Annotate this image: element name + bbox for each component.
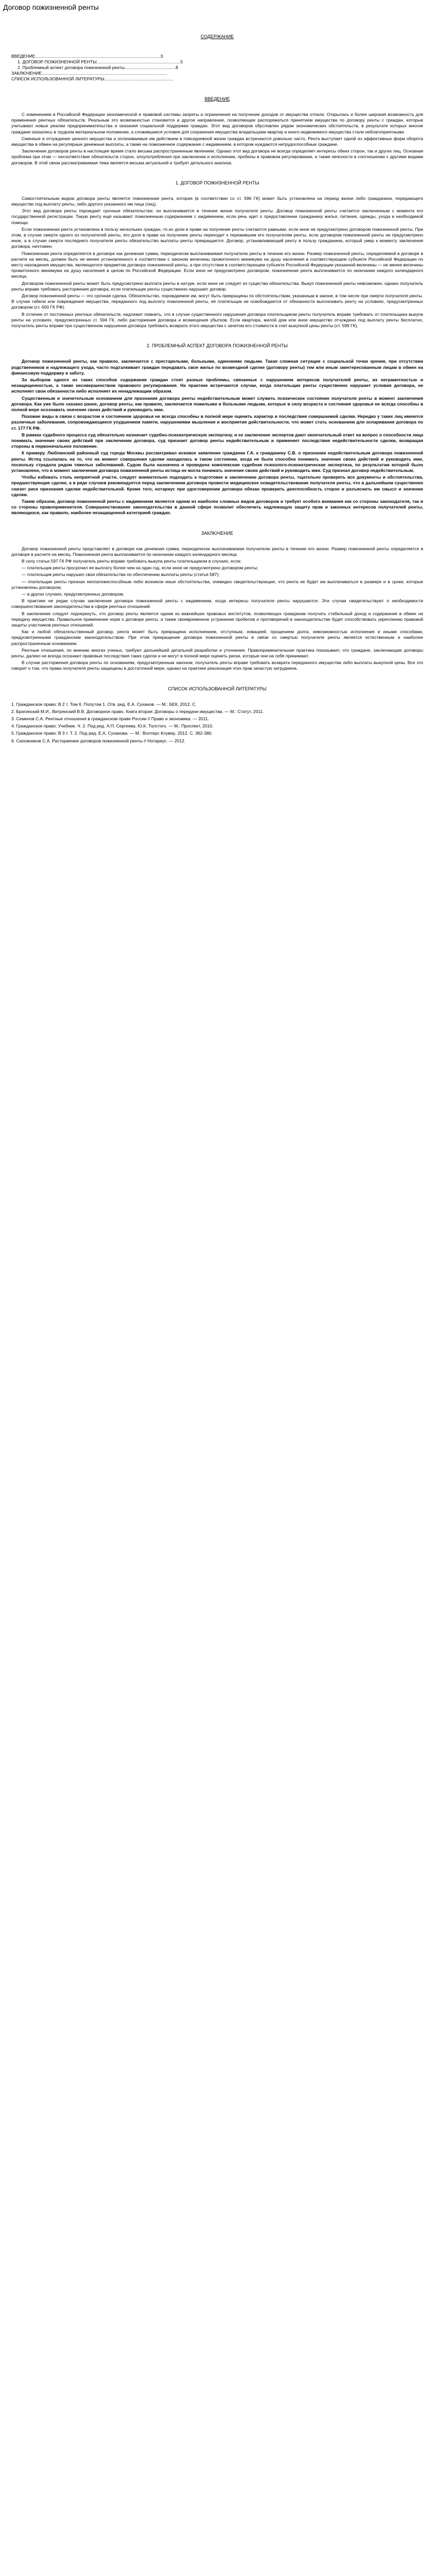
document-title: Договор пожизненной ренты [3,3,99,11]
paragraph: Договор пожизненной ренты — это срочная сделка. Обязательство, порождаемое им, могут быть прекращены по обстоятельствам, указанным в законе, в том числе при смерти получателя ренты. В случае гибели или повреждения имущества, переданного под выплату пожизненной ренты, её плательщик не освобождается от обязанности выплачивать ренту на условиях, предусмотренных договором (ст. 600 ГК РФ). [11,293,423,310]
paragraph: В отличие от постоянных рентных обязательств, надлежит помнить, что в случае существенного нарушения договора плательщиком ренты получатель вправе требовать от плательщика выкупа ренты на условиях, предусмотренных ст. 594 ГК, либо расторжения договора и возмещения убытков. Если квартира, жилой дом или иное имущество отчуждено под выплату ренты бесплатно, получатель ренты вправе при существенном нарушении договора требовать возврата этого имущества с зачетом его стоимости в счет выкупной цены ренты (ст. 599 ГК). [11,311,423,329]
paragraph: С изменением в Российской Федерации экономической и правовой системы запреты и ограничения на получение доходов от имущества отпали. Открылась и более широкая возможность для применения рентных обязательств. Реальным это возможностью становится и другое направление, позволяющее распоряжаться принятием имущества по договору ренты с граждан, которые учитывают новые реалии предпринимательства и оказания социальной поддержки граждан. Этот вид договоров обусловлен рядом экономических обстоятельств, в результате которых многие граждане оказались в трудном материальном положении, а сложившиеся условия для сохранения имущества владельцами квартир и иного недвижимого имущества стали неблагоприятными. [11,112,423,134]
section [11,96,423,166]
paragraph: Как и любой обязательственный договор, рента может быть прекращена исполнением, отступным, новацией, прощением долга, невозможностью исполнения и иными способами, предусмотренными гражданским законодательством. При этом прекращение договора пожизненной ренты в связи со смертью получателя ренты является естественным и наиболее распространенным основанием. [11,629,423,646]
toc-entry[interactable]: 1. ДОГОВОР ПОЖИЗНЕННОЙ РЕНТЫ.....................................................................5 [18,59,183,64]
section-heading: 1. ДОГОВОР ПОЖИЗНЕННОЙ РЕНТЫ [175,180,259,185]
paragraph: Чтобы избежать столь неприятной участи, следует внимательно подходить к подготовке и заключению договора ренты, тщательно проверять все документы и обстоятельства, предшествующие сделке, а в ряде случаев рекомендуется перед заключением договора провести медицинское освидетельствование получателя ренты, что в дальнейшем существенно снизит риск признания сделки недействительной. Кроме того, нотариус при удостоверении договора обязан проверить дееспособность сторон и разъяснить им смысл и значение сделки. [11,474,423,497]
document-body [11,96,423,744]
paragraph: Если пожизненная рента установлена в пользу нескольких граждан, то их доли в праве на получение ренты считаются равными, если иное не предусмотрено договором пожизненной ренты. При этом, в случае смерти одного из получателей ренты, его доля в праве на получение ренты переходит к пережившим его получателям ренты, если договором пожизненной ренты не предусмотрено иное, а в случае смерти последнего получателя ренты обязательство выплаты ренты прекращается. Договор, устанавливающий ренту в пользу гражданина, который умер к моменту заключения договора, ничтожен. [11,226,423,249]
document-page [11,34,423,745]
paragraph: — плательщик ренты признан неплатежеспособным либо возникли иные обстоятельства, очевидно свидетельствующие, что рента не будет им выплачиваться в размере и в сроки, которые установлены договором; [11,579,423,590]
section [11,180,423,329]
toc-entry[interactable]: ЗАКЛЮЧЕНИЕ....................................................................................................... [11,71,167,76]
paragraph: Пожизненная рента определяется в договоре как денежная сумма, периодически выплачиваемая получателю ренты в течение его жизни. Размер пожизненной ренты, определяемой в договоре в расчете на месяц, должен быть не менее установленного в соответствии с законом величины прожиточного минимума на душу населения в соответствующем субъекте Российской Федерации по месту нахождения имущества, являющегося предметом договора пожизненной ренты, а при отсутствии в соответствующем субъекте Российской Федерации указанной величины — не менее величины прожиточного минимума на душу населения в целом по Российской Федерации. Если иное не предусмотрено договором, пожизненная рента выплачивается по окончании каждого календарного месяца. [11,250,423,279]
section [11,531,423,672]
section-heading: ЗАКЛЮЧЕНИЕ [201,530,234,536]
section [11,686,423,744]
paragraph: Самостоятельным видом договора ренты является пожизненная рента, которая (в соответствии со ст. 596 ГК) может быть установлена на период жизни либо гражданина, передающего имущество под выплату ренты, либо другого указанного им лица (лиц). [11,195,423,207]
paragraph: В случае расторжения договора ренты по основаниям, предусмотренным законом, получатель ренты вправе требовать возврата переданного имущества либо выплаты выкупной цены. Все это говорит о том, что права получателя ренты защищены в достаточной мере, однако на практике реализация этих прав зачастую затруднена. [11,660,423,671]
table-of-contents [11,54,423,82]
paragraph: — плательщик ренты просрочил ее выплату более чем на один год, если иное не предусмотрено договором ренты; [22,565,258,571]
reference-item: 4. Гражданское право: Учебник. Ч. 2. Под ред. А.П. Сергеева, Ю.К. Толстого. — М.: Проспект, 2010. [11,723,214,729]
reference-item: 6. Сапожников С.А. Расторжение договоров пожизненной ренты // Нотариус. — 2012. [11,738,186,743]
paragraph: Сменные и отчуждение ценного имущества и оплачиваемые им действием в повседневной жизни граждан встречаются довольно часто. Рента выступает одной из эффективных форм оборота имущества в обмен на регулярные денежные выплаты, а также на пожизненное содержание с иждивением, в котором нуждаются нетрудоспособные граждане. [11,135,423,147]
section-heading: ВВЕДЕНИЕ [204,96,230,101]
paragraph: Договор пожизненной ренты, как правило, заключается с престарелыми, больными, одинокими людьми. Такая сложная ситуация с социальной точки зрения, при отсутствии родственников и надлежащего ухода, часто подталкивает граждан передавать свое жилье по возмездной сделке (договору ренты) тем или иным заинтересованным лицам в обмен на финансовую поддержку и заботу. [11,359,423,376]
toc-heading: СОДЕРЖАНИЕ [200,34,234,39]
paragraph: — плательщик ренты нарушил свои обязательства по обеспечению выплаты ренты (статья 587); [22,572,220,578]
section-heading: 2. ПРОБЛЕМНЫЙ АСПЕКТ ДОГОВОРА ПОЖИЗНЕННОЙ РЕНТЫ [146,343,288,349]
paragraph: Таким образом, договор пожизненной ренты с иждивением является одним из наиболее сложных видов договоров и требует особого внимания как со стороны законодателя, так и со стороны правоприменителя. Совершенствование законодательства в данной сфере позволит обеспечить надлежащую защиту прав и законных интересов получателей ренты, являющихся, как правило, наиболее незащищенной категорией граждан. [11,498,423,516]
toc-entry[interactable]: СПИСОК ИСПОЛЬЗОВАННОЙ ЛИТЕРАТУРЫ......................................................... [11,76,174,81]
paragraph: В заключение следует подчеркнуть, что договор ренты является одним из важнейших правовых институтов, позволяющих гражданам получать стабильный доход и содержание в обмен на передачу имущества. Правильное применение норм о договоре ренты, а также своевременное устранение пробелов и противоречий в законодательстве будет способствовать укреплению правовой защиты участников рентных отношений. [11,611,423,628]
section-heading: СПИСОК ИСПОЛЬЗОВАННОЙ ЛИТЕРАТУРЫ [168,686,267,691]
paragraph: Похожие виды в связи с возрастом и состоянием здоровья не всегда способны в полной мере оценить характер и последствия совершаемой сделки. Нередко у таких лиц имеются различные заболевания, сопровождающиеся ухудшением памяти, нарушениями мышления и восприятия действительности, что может стать основанием для оспаривания договора по ст. 177 ГК РФ. [11,414,423,431]
paragraph: Рентные отношения, по мнению многих ученых, требуют дальнейшей детальной разработки и уточнения. Правоприменительная практика показывает, что граждане, заключающие договоры ренты, далеко не всегда осознают правовые последствия таких сделок и не могут в полной мере оценить риски, которые они на себя принимают. [11,647,423,659]
paragraph: За выбором одного из таких способов содержания граждан стоят разные проблемы, связанные с нарушением интересов получателей ренты, их неграмотностью и незащищенностью, а также несовершенством правового регулирования. На практике встречаются случаи, когда плательщик ренты существенно нарушает условия договора, не исполняет свои обязанности либо исполняет их ненадлежащим образом. [11,377,423,394]
paragraph: Договором пожизненной ренты может быть предусмотрено выплата ренты в натуре, если иное не следует из существа обязательства. Выкуп пожизненной ренты невозможен, однако получатель ренты вправе требовать расторжения договора, если плательщик ренты существенно нарушает договор. [11,280,423,292]
paragraph: К примеру. Люблинский районный суд города Москвы рассматривал исковое заявление гражданки Г.А. к гражданину С.В. о признании недействительным договора пожизненной ренты. Истец ссылалась на то, что на момент совершения сделки находилась в таком состоянии, когда не была способна понимать значение своих действий и руководить ими, поскольку страдала рядом тяжелых заболеваний. Судом была назначена и проведена комплексная судебная психолого-психиатрическая экспертиза, по результатам которой было установлено, что в момент заключения договора пожизненной ренты истица не могла понимать значение своих действий и руководить ими. Суд признал договор недействительным. [11,450,423,473]
toc-entry[interactable]: ВВЕДЕНИЕ.......................................................................................................3 [11,54,163,59]
reference-item: 2. Брагинский М.И., Витрянский В.В. Договорное право. Книга вторая: Договоры о передаче имущества. — М.: Статут, 2011. [11,708,264,714]
toc-entry[interactable]: 2. Проблемный аспект договора пожизненной ренты..........................................8 [18,65,178,70]
paragraph: В практике не редки случаи заключения договора пожизненной ренты с иждивением, когда интересы получателя ренты нарушаются. Эти случаи свидетельствуют о необходимости совершенствования законодательства в сфере рентных отношений. [11,598,423,609]
reference-item: 1. Гражданское право: В 2 т. Том II. Полутом 1. Отв. ред. Е.А. Суханов. — М.: БЕК, 2012. С. [11,701,197,707]
paragraph: В рамках судебного процесса суд обязательно назначает судебно-психиатрическую экспертизу, и ее заключение экспертов дают окончательный ответ на вопрос о способности лица понимать значение своих действий при заключении договора, суд признает договор ренты недействительным и применяет последствия недействительности сделки, возвращая стороны в первоначальное положение. [11,432,423,449]
paragraph: Существенным и значительным основанием для признания договора ренты недействительным может служить психическое состояние получателя ренты в момент заключения договора. Как уже было сказано ранее, договор ренты, как правило, заключается пожилыми и больными людьми, которые в силу возраста и состояния здоровья не всегда способны в полной мере осознавать значение своих действий и руководить ими. [11,395,423,412]
reference-item: 3. Семенов С.А. Рентные отношения в гражданском праве России // Право и экономика. — 2011. [11,716,209,722]
paragraph: Заключение договоров ренты в настоящее время стало весьма распространенным явлением. Однако этот вид договора не всегда определяет интересы обеих сторон, так и других лиц. Основная проблема при этом — несоответствие обязательств сторон, злоупотребления при заключении и исполнении, пробелы в правовом регулировании, а также неясности в соотношении с другими видами договоров. В этой связи рассматриваемая тема является весьма актуальной и требует детального анализа. [11,148,423,165]
reference-item: 5. Гражданское право: В 3 т. Т. 2. Под ред. Е.А. Суханова. — М.: Волтерс Клувер, 2012. С. 362-380. [11,731,213,736]
paragraph: Договор пожизненной ренты представляет в договоре как денежная сумма, периодически выплачиваемая получателю ренты в течение его жизни. Размер пожизненной ренты определяется в договоре в расчете на месяц. Пожизненная рента выплачивается по окончании каждого календарного месяца. [11,546,423,557]
paragraph: Этот вид договора ренты порождает срочные обязательства: он выплачивается в течение жизни получателя ренты. Договор пожизненной ренты считается заключенным с момента его государственной регистрации. Такую ренту ещё называют пожизненным содержанием с иждивением, если речь идет о предоставлении гражданину жилья, питания, одежды, ухода и необходимой помощи. [11,208,423,225]
paragraph: В силу статьи 597 ГК РФ получатель ренты вправе требовать выкупа ренты плательщиком в случаях, если: [22,558,242,564]
paragraph: — в других случаях, предусмотренных договором. [22,591,125,597]
section [11,343,423,516]
